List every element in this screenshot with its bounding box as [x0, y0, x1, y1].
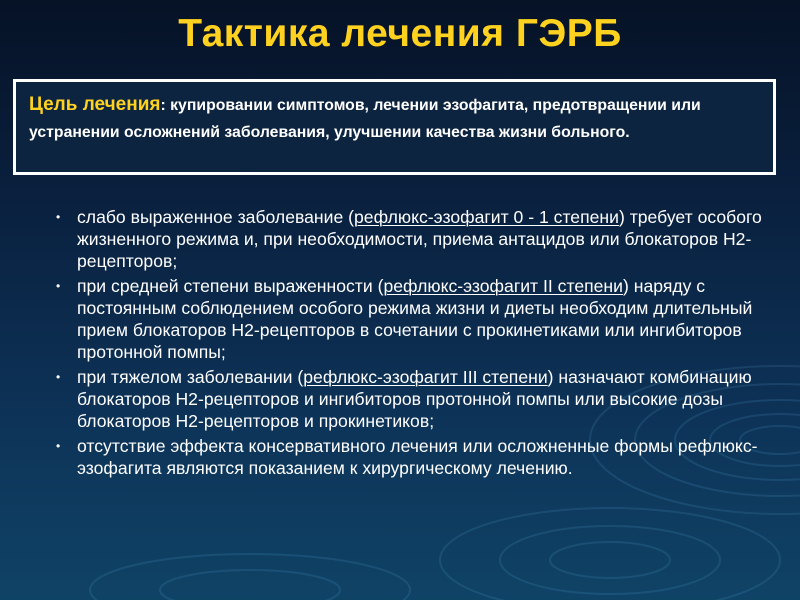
list-item-text: ) требует особого жизненного режима и, при необходимости, приема антацидов или блокаторов Н2-рецепторов;	[77, 207, 762, 271]
list-item-text: слабо выраженное заболевание (	[77, 207, 354, 227]
severity-link[interactable]: рефлюкс-эзофагит 0 - 1 степени	[354, 207, 619, 227]
treatment-goal-box	[13, 79, 776, 175]
bullet-dot-icon: •	[56, 439, 61, 453]
list-item-text: при средней степени выраженности (	[77, 276, 384, 296]
goal-end: .	[625, 124, 630, 141]
treatment-tactics-list	[56, 206, 776, 482]
bullet-dot-icon: •	[56, 279, 61, 293]
list-item	[56, 366, 776, 432]
bullet-dot-icon: •	[56, 210, 61, 224]
bullet-dot-icon: •	[56, 370, 61, 384]
goal-label: Цель лечения	[29, 94, 161, 115]
goal-separator: :	[160, 97, 171, 114]
severity-link[interactable]: рефлюкс-эзофагит II степени	[383, 276, 623, 296]
list-item-text: отсутствие эффекта консервативного лечения или осложненные формы рефлюкс-эзофагита являются показанием к хирургическому лечению.	[77, 436, 758, 478]
list-item	[56, 206, 776, 272]
list-item-text: ) назначают комбинацию блокаторов Н2-рецепторов и ингибиторов протонной помпы или высокие дозы блокаторов Н2-рецепторов и прокинетиков;	[77, 367, 752, 431]
list-item-text: ) наряду с постоянным соблюдением особого режима жизни и диеты необходим длительный прием блокаторов Н2-рецепторов в сочетании с прокинетиками или ингибиторов протонной помпы;	[77, 276, 753, 362]
list-item-text: при тяжелом заболевании (	[77, 367, 304, 387]
list-item	[56, 435, 776, 479]
list-item	[56, 275, 776, 363]
goal-text: купировании симптомов, лечении эзофагита, предотвращении или устранении осложнений заболевания, улучшении качества жизни больного	[29, 97, 701, 141]
severity-link[interactable]: рефлюкс-эзофагит III степени	[303, 367, 548, 387]
slide-title: Тактика лечения ГЭРБ	[178, 12, 622, 55]
